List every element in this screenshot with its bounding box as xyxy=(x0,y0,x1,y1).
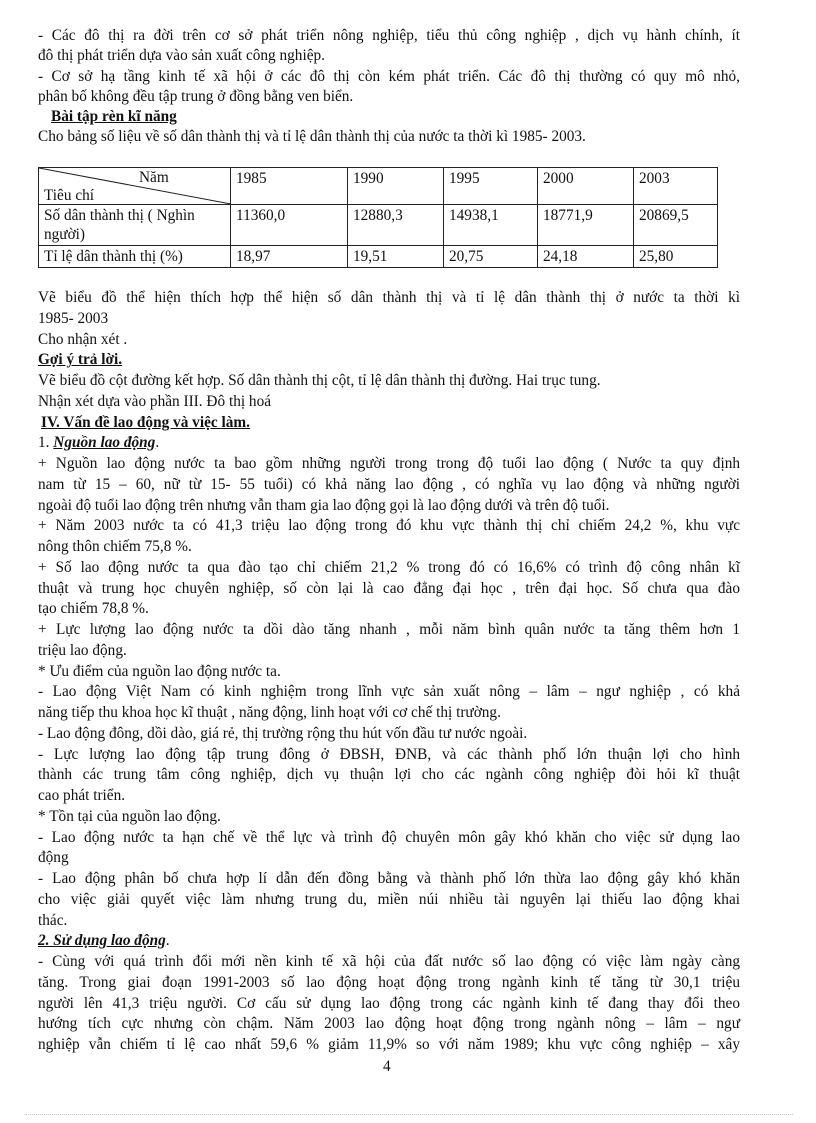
text-line: - Cơ sở hạ tầng kinh tế xã hội ở các đô thị còn kém phát triển. Các đô thị thường có quy mô nhỏ, xyxy=(38,67,740,85)
text-line: * Ưu điểm của nguồn lao động nước ta. xyxy=(38,662,281,680)
subheading-number: 1. xyxy=(38,434,54,452)
hint-heading: Gợi ý trả lời. xyxy=(38,351,123,369)
text-line: cho việc giải quyết việc làm nhưng trung du, miền núi nhiều tài nguyên lại thiếu lao động khai xyxy=(38,890,740,908)
text-line: hướng tích cực nhưng còn chậm. Năm 2003 lao động hoạt động trong ngành nông – lâm – ngư xyxy=(38,1015,740,1033)
subheading-title: Nguồn lao động xyxy=(53,434,156,452)
text-line: ngoài độ tuổi lao động trên nhưng vẫn tham gia lao động gọi là lao động dưới và trên độ tuổi. xyxy=(38,496,610,514)
table-cell: 20,75 xyxy=(444,246,538,268)
table-cell: 18,97 xyxy=(231,246,348,268)
text-line: nông thôn chiếm 75,8 %. xyxy=(38,538,192,555)
text-line: tạo chiếm 78,8 %. xyxy=(38,600,149,618)
text-line: - Lao động nước ta hạn chế về thể lực và trình độ chuyên môn gây khó khăn cho việc sử dụng lao xyxy=(38,828,740,846)
page-break-divider xyxy=(25,1114,793,1115)
text-line: triệu lao động. xyxy=(38,641,127,659)
urban-population-table xyxy=(38,167,718,268)
text-line: 1985- 2003 xyxy=(38,309,109,327)
text-line: Vẽ biểu đồ cột đường kết hợp. Số dân thành thị cột, tỉ lệ dân thành thị đường. Hai trục tung. xyxy=(38,372,601,389)
table-cell: 19,51 xyxy=(348,246,444,268)
text-line: + Nguồn lao động nước ta bao gồm những người trong trong độ tuổi lao động ( Nước ta quy định xyxy=(38,455,740,472)
row-label: Tỉ lệ dân thành thị (%) xyxy=(39,246,231,268)
table-cell: 24,18 xyxy=(538,246,634,268)
subheading-1 xyxy=(38,433,740,454)
text-line: cao phát triển. xyxy=(38,787,126,804)
text-line: thuật và trung học chuyên nghiệp, số còn lại là cao đẳng đại học , trên đại học. Số chưa qua đào xyxy=(38,579,740,597)
text-line: đô thị phát triển dựa vào sản xuất công nghiệp. xyxy=(38,47,325,65)
subheading-end: . xyxy=(165,932,170,950)
diagonal-header-cell xyxy=(44,168,225,204)
table-cell: 25,80 xyxy=(634,246,718,268)
section-iv-heading: IV. Vấn đề lao động và việc làm. xyxy=(41,413,250,431)
text-line: động xyxy=(38,849,69,867)
row-label: Số dân thành thị ( Nghìn người) xyxy=(39,205,231,246)
text-line: tăng. Trong giai đoạn 1991-2003 số lao động hoạt động trong ngành kinh tế tăng từ 30,1 triệu xyxy=(38,973,740,991)
exercise-intro: Cho bảng số liệu về số dân thành thị và tỉ lệ dân thành thị của nước ta thời kì 1985- 2003. xyxy=(38,128,586,146)
text-line: Nhận xét dựa vào phần III. Đô thị hoá xyxy=(38,392,272,410)
table-cell: 12880,3 xyxy=(348,205,444,246)
text-line: - Các đô thị ra đời trên cơ sở phát triển nông nghiệp, tiểu thủ công nghiệp , dịch vụ hành chính, ít xyxy=(38,27,740,44)
table-cell: 11360,0 xyxy=(231,205,348,246)
page-number: 4 xyxy=(383,1058,391,1075)
text-line: - Lao động phân bố chưa hợp lí dẫn đến đồng bằng và thành phố lớn thừa lao động gây khó khăn xyxy=(38,870,740,887)
text-line: Cho nhận xét . xyxy=(38,330,128,348)
subheading-end: . xyxy=(155,434,160,452)
text-line: người lên 41,3 triệu người. Cơ cấu sử dụng lao động trong các ngành kinh tế đang thay đổi theo xyxy=(38,994,740,1012)
text-line: - Lực lượng lao động tập trung đông ở ĐBSH, ĐNB, và các thành phố lớn thuận lợi cho hình xyxy=(38,745,740,763)
subheading-2 xyxy=(38,931,740,952)
header-criteria-label: Tiêu chí xyxy=(44,187,95,204)
year-cell: 1990 xyxy=(348,168,444,205)
text-line: * Tồn tại của nguồn lao động. xyxy=(38,807,221,825)
year-cell: 1985 xyxy=(231,168,348,205)
text-line: nghiệp vẫn chiếm tỉ lệ cao nhất 59,6 % giảm 11,9% so với năm 1989; khu vực công nghiệp – xây xyxy=(38,1036,740,1053)
year-cell: 1995 xyxy=(444,168,538,205)
text-line: Vẽ biểu đồ thể hiện thích hợp thể hiện số dân thành thị và tỉ lệ dân thành thị ở nước ta thời kì xyxy=(38,289,740,306)
text-line: - Lao động Việt Nam có kinh nghiệm trong lĩnh vực sản xuất nông – lâm – ngư nghiệp , có khả xyxy=(38,683,740,701)
text-line: thành các trung tâm công nghiệp, dịch vụ thuận lợi cho các ngành công nghiệp đòi hỏi kĩ thuật xyxy=(38,766,740,784)
main-section xyxy=(38,288,740,1056)
table-cell: 14938,1 xyxy=(444,205,538,246)
table-row xyxy=(39,205,718,246)
text-line: thác. xyxy=(38,911,68,929)
text-line: + Lực lượng lao động nước ta dồi dào tăng nhanh , mỗi năm bình quân nước ta tăng thêm hơn 1 xyxy=(38,621,740,638)
text-line: - Lao động đông, dồi dào, giá rẻ, thị trường rộng thu hút vốn đầu tư nước ngoài. xyxy=(38,724,528,742)
text-line: nam từ 15 – 60, nữ từ 15- 55 tuổi) có khả năng lao động , có nghĩa vụ lao động và những người xyxy=(38,475,740,493)
table-header-row xyxy=(39,168,718,205)
table-cell: 20869,5 xyxy=(634,205,718,246)
text-line: + Năm 2003 nước ta có 41,3 triệu lao động trong đó khu vực thành thị chỉ chiếm 24,2 %, khu vực xyxy=(38,517,740,535)
year-cell: 2003 xyxy=(634,168,718,205)
text-line: - Cùng với quá trình đổi mới nền kinh tế xã hội của đất nước số lao động có việc làm ngày càng xyxy=(38,953,740,970)
exercise-heading: Bài tập rèn kĩ năng xyxy=(51,108,177,126)
intro-section xyxy=(38,26,740,148)
subheading-title: 2. Sử dụng lao động xyxy=(38,932,166,950)
table-row xyxy=(39,246,718,268)
table-cell: 18771,9 xyxy=(538,205,634,246)
header-year-label: Năm xyxy=(139,169,169,186)
text-line: năng tiếp thu khoa học kĩ thuật , năng động, linh hoạt với cơ chế thị trường. xyxy=(38,704,501,721)
text-line: phân bố không đều tập trung ở đồng bằng ven biển. xyxy=(38,87,354,105)
year-cell: 2000 xyxy=(538,168,634,205)
text-line: + Số lao động nước ta qua đào tạo chỉ chiếm 21,2 % trong đó có 16,6% có trình độ công nhân kĩ xyxy=(38,558,740,576)
